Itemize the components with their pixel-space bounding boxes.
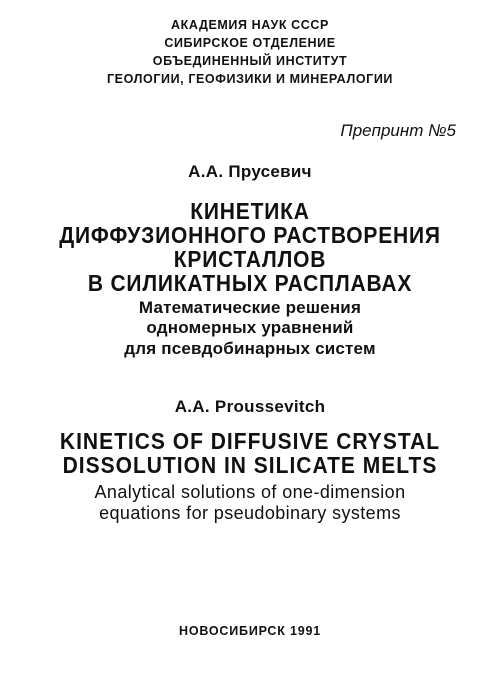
imprint-place-year: НОВОСИБИРСК 1991 [179, 624, 321, 638]
title-ru-line-3: КРИСТАЛЛОВ [173, 246, 327, 273]
title-ru-line-2: ДИФФУЗИОННОГО РАСТВОРЕНИЯ [59, 222, 441, 249]
title-ru-line-1: КИНЕТИКА [190, 198, 310, 225]
institution-line-2: СИБИРСКОЕ ОТДЕЛЕНИЕ [164, 36, 336, 50]
institution-line-4: ГЕОЛОГИИ, ГЕОФИЗИКИ И МИНЕРАЛОГИИ [106, 72, 394, 86]
institution-line-3: ОБЪЕДИНЕННЫЙ ИНСТИТУТ [152, 54, 348, 68]
author-en: A.A. Proussevitch [174, 397, 326, 416]
subtitle-ru-line-3: для псевдобинарных систем [124, 339, 376, 358]
subtitle-ru-line-2: одномерных уравнений [146, 318, 354, 337]
title-en-line-1: KINETICS OF DIFFUSIVE CRYSTAL [59, 428, 441, 455]
subtitle-en-line-1: Analytical solutions of one-dimension [94, 482, 406, 502]
subtitle-en-line-2: equations for pseudobinary systems [99, 503, 401, 523]
institution-line-1: АКАДЕМИЯ НАУК СССР [171, 18, 329, 32]
preprint-label: Препринт №5 [340, 121, 456, 140]
title-en-line-2: DISSOLUTION IN SILICATE MELTS [62, 452, 438, 479]
title-ru-line-4: В СИЛИКАТНЫХ РАСПЛАВАХ [87, 270, 413, 297]
author-ru: А.А. Прусевич [188, 162, 312, 181]
subtitle-ru-line-1: Математические решения [138, 298, 362, 317]
